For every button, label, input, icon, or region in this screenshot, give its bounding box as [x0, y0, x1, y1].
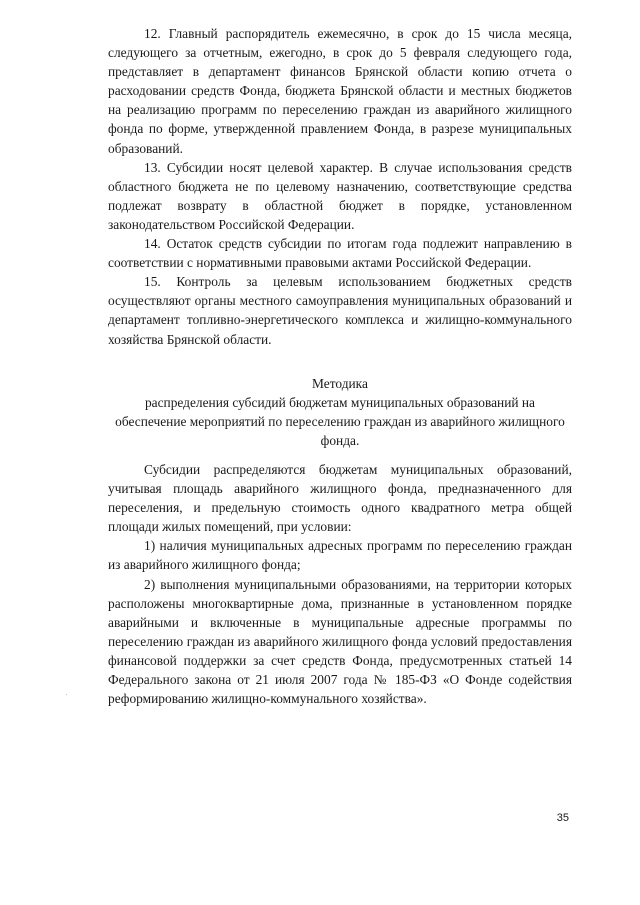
method-condition-1: 1) наличия муниципальных адресных программ по переселению граждан из аварийного жилищного фонда; [108, 538, 572, 573]
text-section-top [108, 24, 572, 349]
page-number: 35 [556, 812, 569, 824]
method-subtitle: распределения субсидий бюджетам муниципальных образований на обеспечение мероприятий по переселению граждан из аварийного жилищного фонда. [115, 395, 565, 448]
scan-artifact-dot [66, 694, 67, 695]
method-heading [108, 374, 572, 450]
paragraph-14: 14. Остаток средств субсидии по итогам года подлежит направлению в соответствии с нормативными правовыми актами Российской Федерации. [108, 236, 572, 271]
text-section-method [108, 460, 572, 708]
method-condition-2: 2) выполнения муниципальными образованиями, на территории которых расположены многоквартирные дома, признанные в установленном порядке аварийными и включенные в муниципальные адресные программы по переселению граждан из аварийного жилищного фонда условий предоставления финансовой поддержки за счет средств Фонда, предусмотренных статьей 14 Федерального закона от 21 июля 2007 года № 185-ФЗ «О Фонде содействия реформированию жилищно-коммунального хозяйства». [108, 576, 572, 707]
paragraph-13: 13. Субсидии носят целевой характер. В случае использования средств областного бюджета не по целевому назначению, соответствующие средства подлежат возврату в областной бюджет в порядке, установленном законодательством Российской Федерации. [108, 159, 572, 232]
method-intro-paragraph: Субсидии распределяются бюджетам муниципальных образований, учитывая площадь аварийного жилищного фонда, предназначенного для переселения, и предельную стоимость одного квадратного метра общей площади жилых помещений, при условии: [108, 462, 572, 535]
paragraph-15: 15. Контроль за целевым использованием бюджетных средств осуществляют органы местного самоуправления муниципальных образований и департамент топливно-энергетического комплекса и жилищно-коммунального хозяйства Брянской области. [108, 274, 572, 347]
paragraph-12: 12. Главный распорядитель ежемесячно, в срок до 15 числа месяца, следующего за отчетным, ежегодно, в срок до 5 февраля следующего года, представляет в департамент финансов Брянской области копию отчета о расходовании средств Фонда, бюджета Брянской области и местных бюджетов на реализацию программ по переселению граждан из аварийного жилищного фонда по форме, утвержденной правлением Фонда, в разрезе муниципальных образований. [108, 26, 572, 156]
method-title: Методика [312, 376, 368, 391]
